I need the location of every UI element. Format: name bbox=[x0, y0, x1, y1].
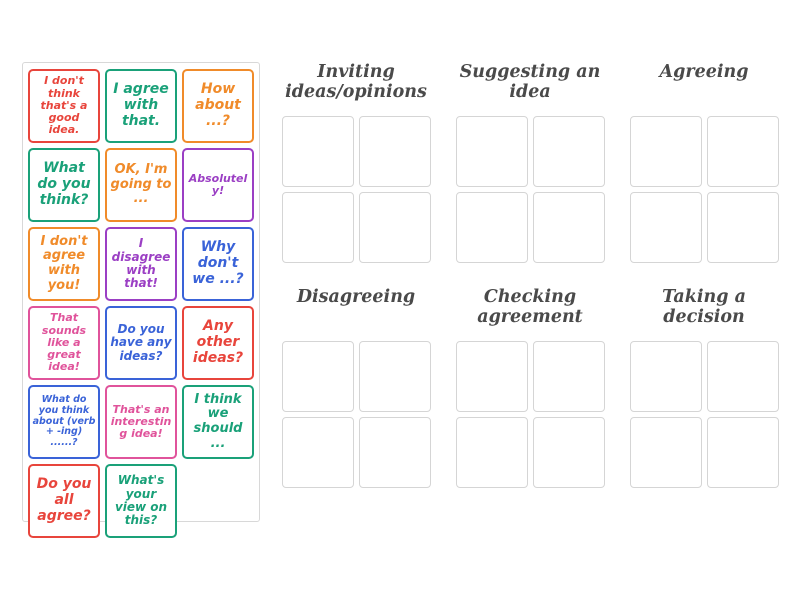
phrase-tile[interactable] bbox=[105, 227, 177, 301]
category-inviting-ideas-opinions[interactable] bbox=[276, 62, 436, 263]
category-title: Checking agreement bbox=[477, 287, 583, 328]
phrase-tile[interactable] bbox=[105, 69, 177, 143]
category-title: Taking a decision bbox=[662, 287, 746, 328]
category-title: Inviting ideas/opinions bbox=[285, 62, 427, 103]
drop-slot[interactable] bbox=[456, 192, 528, 263]
phrase-tile[interactable] bbox=[105, 148, 177, 222]
phrase-tile[interactable] bbox=[182, 69, 254, 143]
drop-slot[interactable] bbox=[533, 116, 605, 187]
category-disagreeing[interactable] bbox=[276, 287, 436, 488]
category-slots bbox=[624, 341, 784, 488]
phrase-tile-label: I don't agree with you! bbox=[40, 233, 88, 293]
drop-slot[interactable] bbox=[630, 192, 702, 263]
phrase-tile-label: I agree with that. bbox=[113, 81, 169, 129]
category-slots bbox=[624, 116, 784, 263]
drop-slot[interactable] bbox=[359, 417, 431, 488]
phrase-tile-label: Why don't we ...? bbox=[192, 239, 244, 287]
category-title: Suggesting an idea bbox=[459, 62, 601, 103]
tile-tray bbox=[22, 62, 260, 528]
phrase-tile-label: Any other ideas? bbox=[192, 318, 244, 366]
phrase-tile[interactable] bbox=[182, 306, 254, 380]
row-spacer bbox=[276, 263, 784, 287]
phrase-tile[interactable] bbox=[28, 69, 100, 143]
drop-slot[interactable] bbox=[533, 192, 605, 263]
phrase-tile-label: Absolutely! bbox=[188, 171, 248, 197]
phrase-tile-label: How about ...? bbox=[195, 81, 241, 129]
drop-slot[interactable] bbox=[359, 116, 431, 187]
tile-grid bbox=[28, 69, 254, 538]
phrase-tile[interactable] bbox=[182, 227, 254, 301]
drop-slot[interactable] bbox=[707, 116, 779, 187]
phrase-tile-label: OK, I'm going to ... bbox=[110, 162, 172, 207]
category-taking-a-decision[interactable] bbox=[624, 287, 784, 488]
drop-slot[interactable] bbox=[630, 116, 702, 187]
drop-slot[interactable] bbox=[359, 341, 431, 412]
drop-slot[interactable] bbox=[533, 417, 605, 488]
category-row-bottom bbox=[276, 287, 784, 488]
category-checking-agreement[interactable] bbox=[450, 287, 610, 488]
phrase-tile[interactable] bbox=[28, 385, 100, 459]
tile-placeholder bbox=[182, 464, 254, 538]
category-agreeing[interactable] bbox=[624, 62, 784, 263]
category-row-top bbox=[276, 62, 784, 263]
phrase-tile-label: Do you all agree? bbox=[36, 476, 92, 524]
phrase-tile-label: Do you have any ideas? bbox=[110, 321, 172, 363]
phrase-tile-label: I disagree with that! bbox=[111, 236, 171, 291]
phrase-tile[interactable] bbox=[28, 227, 100, 301]
phrase-tile-label: What's your view on this? bbox=[114, 473, 168, 528]
drop-slot[interactable] bbox=[707, 341, 779, 412]
category-slots bbox=[276, 341, 436, 488]
category-title: Disagreeing bbox=[296, 287, 416, 307]
phrase-tile[interactable] bbox=[182, 148, 254, 222]
phrase-tile-label: That's an interesting idea! bbox=[110, 402, 172, 441]
drop-slot[interactable] bbox=[707, 192, 779, 263]
phrase-tile-label: What do you think? bbox=[37, 160, 91, 208]
drop-slot[interactable] bbox=[282, 116, 354, 187]
drop-slot[interactable] bbox=[456, 116, 528, 187]
drop-slot[interactable] bbox=[282, 417, 354, 488]
drop-slot[interactable] bbox=[282, 192, 354, 263]
phrase-tile[interactable] bbox=[182, 385, 254, 459]
phrase-tile[interactable] bbox=[28, 148, 100, 222]
drop-slot[interactable] bbox=[456, 341, 528, 412]
drop-slot[interactable] bbox=[456, 417, 528, 488]
category-title: Agreeing bbox=[659, 62, 749, 82]
phrase-tile-label: That sounds like a great idea! bbox=[41, 311, 87, 374]
phrase-tile[interactable] bbox=[28, 464, 100, 538]
category-slots bbox=[276, 116, 436, 263]
phrase-tile-label: I think we should ... bbox=[193, 391, 243, 451]
category-slots bbox=[450, 116, 610, 263]
drop-slot[interactable] bbox=[282, 341, 354, 412]
phrase-tile-label: I don't think that's a good idea. bbox=[40, 74, 88, 137]
phrase-tile[interactable] bbox=[105, 306, 177, 380]
phrase-tile[interactable] bbox=[105, 464, 177, 538]
phrase-tile-label: What do you think about (verb + -ing) ......? bbox=[32, 394, 96, 448]
drop-slot[interactable] bbox=[630, 417, 702, 488]
category-suggesting-an-idea[interactable] bbox=[450, 62, 610, 263]
category-slots bbox=[450, 341, 610, 488]
category-board bbox=[276, 62, 784, 532]
phrase-tile[interactable] bbox=[105, 385, 177, 459]
drop-slot[interactable] bbox=[630, 341, 702, 412]
phrase-tile[interactable] bbox=[28, 306, 100, 380]
drop-slot[interactable] bbox=[533, 341, 605, 412]
drop-slot[interactable] bbox=[359, 192, 431, 263]
drop-slot[interactable] bbox=[707, 417, 779, 488]
